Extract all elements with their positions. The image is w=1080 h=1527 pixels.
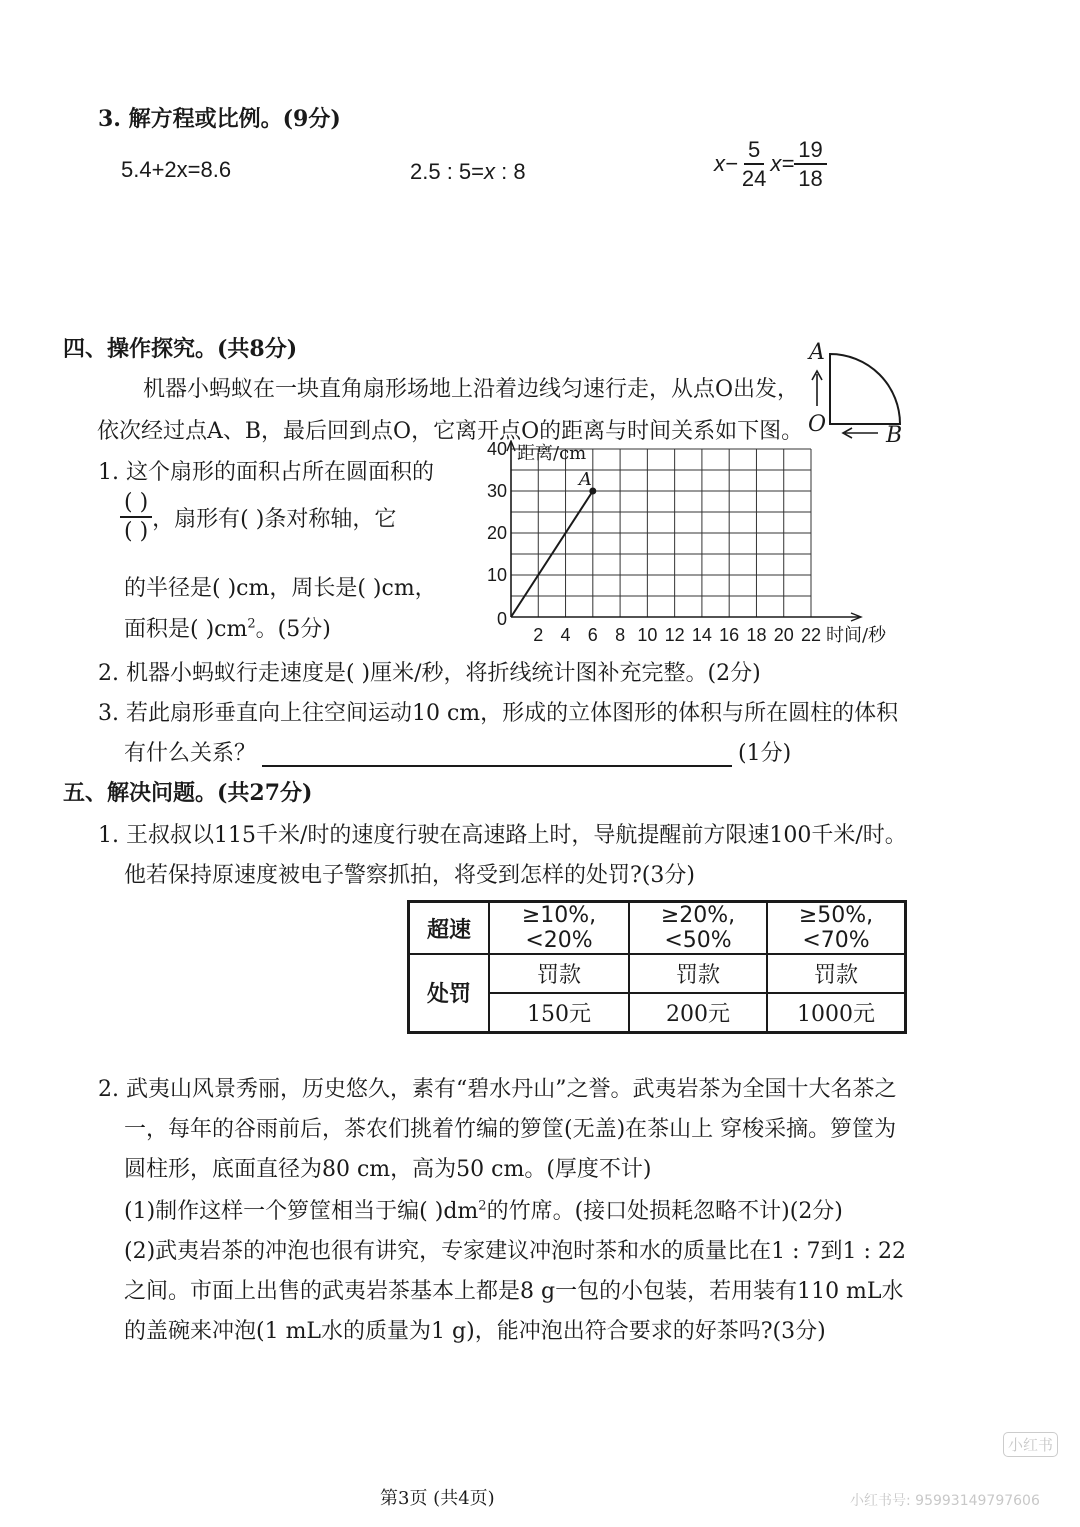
- watermark-badge: 小红书: [1003, 1432, 1058, 1457]
- q4-3-line2: [124, 736, 791, 767]
- distance-time-chart: [470, 440, 910, 650]
- sector-label-b: B: [886, 423, 903, 448]
- p1-line2: 他若保持原速度被电子警察抓拍，将受到怎样的处罚?(3分): [124, 863, 695, 888]
- x-tick-label: 12: [664, 625, 685, 645]
- blank-fraction-denominator: ( ): [124, 519, 149, 545]
- q4-1-line4: [124, 612, 331, 643]
- answer-line[interactable]: [262, 743, 732, 767]
- y-tick-label: 20: [486, 523, 507, 543]
- q4-2: 2. 机器小蚂蚁行走速度是( )厘米/秒，将折线统计图补充完整。(2分): [98, 661, 761, 686]
- q4-3-line1: 3. 若此扇形垂直向上往空间运动10 cm，形成的立体图形的体积与所在圆柱的体积: [98, 701, 899, 726]
- table-head-penalty: 处罚: [409, 954, 490, 1032]
- blank-fraction[interactable]: [120, 491, 152, 543]
- section4-title: 四、操作探究。(共8分): [63, 336, 298, 362]
- p2-sub2-line1: (2)武夷岩茶的冲泡也很有讲究，专家建议冲泡时茶和水的质量比在1 : 7到1 : 22: [124, 1239, 906, 1264]
- fine-amount-2: 200元: [629, 993, 767, 1032]
- table-col-1: ≥10%,<20%: [489, 902, 629, 955]
- p2-sub2-line2: 之间。市面上出售的武夷岩茶基本上都是8 g一包的小包装，若用装有110 mL水: [124, 1279, 904, 1304]
- x-tick-label: 2: [533, 625, 544, 645]
- x-tick-label: 4: [560, 625, 571, 645]
- fine-amount-1: 150元: [489, 993, 629, 1032]
- equation-3-frac2: [794, 138, 826, 190]
- y-tick-label: 40: [486, 440, 507, 459]
- q4-1-line4-sup: 2: [247, 616, 256, 632]
- x-tick-label: 22: [800, 625, 822, 645]
- x-tick-label: 10: [637, 625, 658, 645]
- frac1-numerator: 5: [744, 138, 764, 165]
- q4-1-line2-text: ，扇形有( )条对称轴，它: [152, 506, 397, 532]
- p2-sub1: [124, 1194, 843, 1225]
- x-tick-label: 16: [719, 625, 740, 645]
- point-label-a: A: [578, 469, 592, 490]
- fine-amount-3: 1000元: [767, 993, 906, 1032]
- fine-label-1: 罚款: [489, 954, 629, 993]
- x-axis-label: 时间/秒: [825, 625, 887, 646]
- sector-label-a: A: [809, 340, 825, 365]
- equation-1: 5.4+2x=8.6: [121, 157, 232, 182]
- q4-1-line1: 1. 这个扇形的面积占所在圆面积的: [98, 460, 434, 485]
- p2-sub1-a: (1)制作这样一个箩筐相当于编( )dm: [124, 1199, 479, 1224]
- x-tick-label: 14: [691, 625, 712, 645]
- penalty-table: [407, 900, 907, 1034]
- page-footer: 第3页 (共4页): [380, 1488, 495, 1509]
- p1-line1: 1. 王叔叔以115千米/时的速度行驶在高速路上时，导航提醒前方限速100千米/时。: [98, 823, 907, 848]
- equation-2: [410, 159, 526, 185]
- p2-sub1-b: 的竹席。(接口处损耗忽略不计)(2分): [486, 1199, 843, 1224]
- equation-3-x2: x=: [770, 151, 795, 177]
- table-head-speeding: 超速: [409, 902, 490, 955]
- q4-3-score: (1分): [738, 741, 792, 766]
- table-col-3: ≥50%,<70%: [767, 902, 906, 955]
- frac2-numerator: 19: [794, 138, 826, 165]
- x-tick-label: 8: [615, 625, 626, 645]
- frac2-denominator: 18: [798, 166, 823, 192]
- y-axis-label: 距离/cm: [517, 443, 587, 464]
- x-tick-label: 20: [773, 625, 794, 645]
- p2-sub1-sup: 2: [478, 1198, 487, 1214]
- q4-1-line2: [120, 491, 396, 543]
- equation-2-left: 2.5 : 5=: [410, 159, 485, 184]
- p2-line3: 圆柱形，底面直径为80 cm，高为50 cm。(厚度不计): [124, 1157, 652, 1182]
- fine-label-2: 罚款: [629, 954, 767, 993]
- table-col-2: ≥20%,<50%: [629, 902, 767, 955]
- q4-1-line4-a: 面积是( )cm: [124, 617, 248, 642]
- section5-title: 五、解决问题。(共27分): [63, 780, 313, 806]
- equation-3-frac1: [738, 138, 770, 190]
- y-tick-label: 30: [486, 481, 507, 501]
- watermark-text: 小红书号: 95993149797606: [850, 1493, 1040, 1509]
- frac1-denominator: 24: [741, 166, 767, 192]
- equation-3: [714, 138, 827, 190]
- sector-label-o: O: [808, 412, 827, 437]
- p2-line2: 一，每年的谷雨前后，茶农们挑着竹编的箩筐(无盖)在茶山上 穿梭采摘。箩筐为: [124, 1117, 897, 1142]
- p2-sub2-line3: 的盖碗来冲泡(1 mL水的质量为1 g)，能冲泡出符合要求的好茶吗?(3分): [124, 1319, 826, 1344]
- sector-shape: [830, 354, 900, 424]
- x-tick-label: 6: [587, 625, 598, 645]
- q4-3-question: 有什么关系？: [124, 741, 257, 766]
- x-tick-label: 18: [746, 625, 767, 645]
- y-tick-label: 10: [486, 565, 507, 585]
- blank-fraction-numerator: ( ): [120, 491, 152, 518]
- section4-intro-line2: 依次经过点A、B，最后回到点O，它离开点O的距离与时间关系如下图。: [97, 419, 804, 444]
- q3-title: 3. 解方程或比例。(9分): [98, 106, 341, 132]
- q4-1-line3: 的半径是( )cm，周长是( )cm，: [124, 576, 437, 601]
- y-tick-label: 0: [496, 609, 507, 629]
- equation-2-var: x: [484, 159, 496, 184]
- p2-line1: 2. 武夷山风景秀丽，历史悠久，素有“碧水丹山”之誉。武夷岩茶为全国十大名茶之: [98, 1077, 897, 1102]
- equation-2-right: : 8: [495, 159, 526, 184]
- section4-intro-line1: 机器小蚂蚁在一块直角扇形场地上沿着边线匀速行走，从点O出发，: [143, 377, 800, 402]
- fine-label-3: 罚款: [767, 954, 906, 993]
- equation-3-x1: x−: [714, 151, 738, 177]
- q4-1-line4-b: 。(5分): [255, 617, 331, 642]
